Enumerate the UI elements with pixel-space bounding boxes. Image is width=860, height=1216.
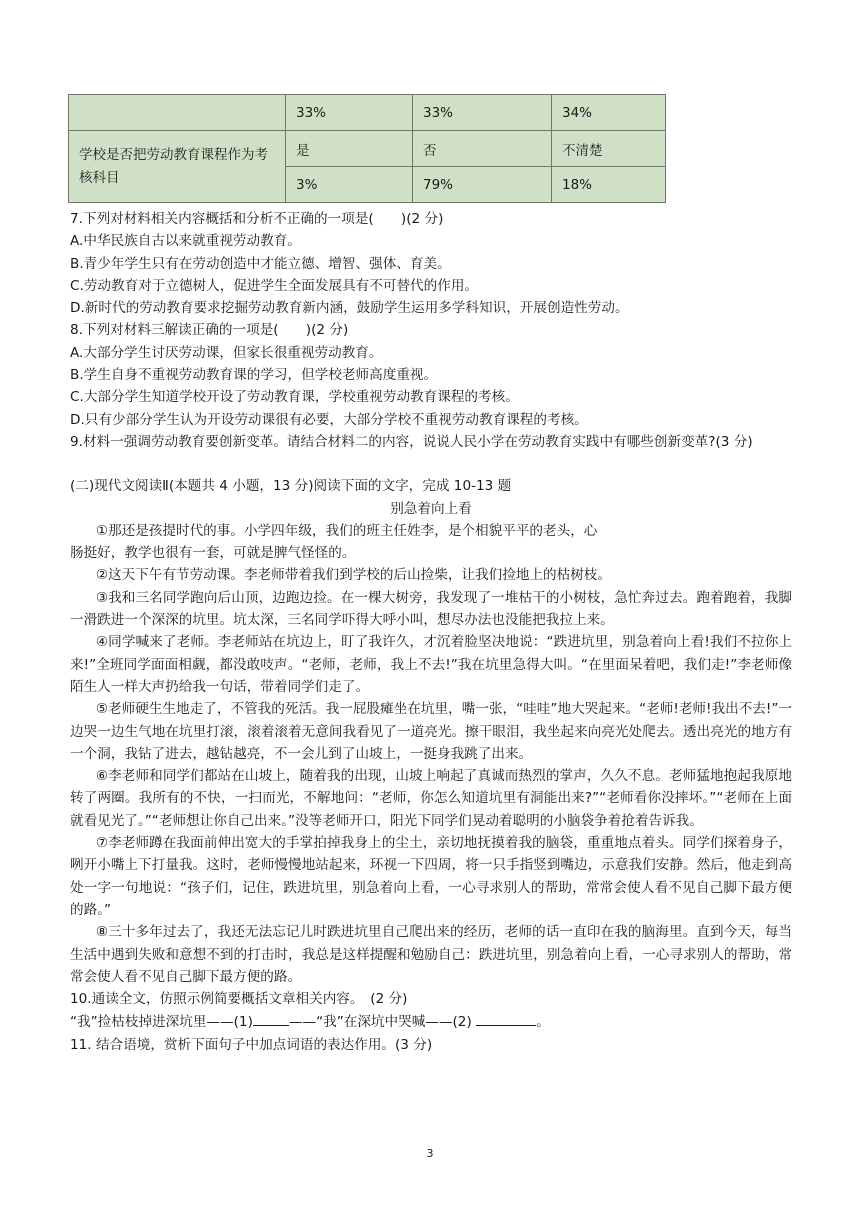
question-10: 10.通读全文，仿照示例简要概括文章相关内容。 (2 分) [70, 991, 408, 1008]
table-cell: 3% [286, 167, 413, 203]
answer-blank-1[interactable] [253, 1010, 289, 1026]
question-8-option-c: C.大部分学生知道学校开设了劳动教育课，学校重视劳动教育课程的考核。 [70, 389, 519, 406]
answer-prompt-a: “我”捡枯枝掉进深坑里——(1) [70, 1014, 253, 1031]
article-title: 别急着向上看 [390, 500, 472, 517]
table-cell [69, 95, 286, 131]
answer-prompt-c: 。 [536, 1014, 550, 1031]
question-7-option-b: B.青少年学生只有在劳动创造中才能立德、增智、强体、育美。 [70, 255, 451, 272]
question-8-stem: 8.下列对材料三解读正确的一项是( )(2 分) [70, 322, 349, 339]
table-question-cell: 学校是否把劳动教育课程作为考核科目 [69, 131, 286, 203]
table-cell: 是 [286, 131, 413, 167]
paragraph-4: ④同学喊来了老师。李老师站在坑边上，盯了我许久，才沉着脸坚决地说：“跌进坑里，别急着向上看!我们不拉你上来!”全班同学面面相觑，都没敢吱声。“老师，老师，我上不去!”我在坑里急得大叫。“在里面呆着吧，我们走!”李老师像陌生人一样大声扔给我一句话，带着同学们走了。 [70, 634, 792, 695]
page-number: 3 [426, 1147, 434, 1160]
question-7-stem: 7.下列对材料相关内容概括和分析不正确的一项是( )(2 分) [70, 211, 444, 227]
answer-prompt-b: ——“我”在深坑中哭喊——(2) [288, 1014, 477, 1031]
table-cell: 18% [552, 167, 666, 203]
question-8-option-a: A.大部分学生讨厌劳动课，但家长很重视劳动教育。 [70, 344, 383, 361]
document-body [70, 208, 792, 1056]
question-8-option-d: D.只有少部分学生认为开设劳动课很有必要，大部分学校不重视劳动教育课程的考核。 [70, 411, 588, 428]
question-8-option-b: B.学生自身不重视劳动教育课的学习，但学校老师高度重视。 [70, 367, 438, 384]
spacer [70, 453, 792, 475]
paragraph-1-line-2: 肠挺好，教学也很有一套，可就是脾气怪怪的。 [70, 545, 356, 562]
question-7-option-d: D.新时代的劳动教育要求挖掘劳动教育新内涵，鼓励学生运用多学科知识，开展创造性劳动。 [70, 300, 629, 317]
paragraph-7: ⑦李老师蹲在我面前伸出宽大的手掌拍掉我身上的尘土，亲切地抚摸着我的脑袋，重重地点着头。同学们探着身子，咧开小嘴上下打量我。这时，老师慢慢地站起来，环视一下四周，将一只手指竖到嘴边，示意我们安静。然后，他走到高处一字一句地说：“孩子们，记住，跌进坑里，别急着向上看，一心寻求别人的帮助，常常会使人看不见自己脚下最方便的路。” [70, 835, 792, 918]
paragraph-2: ②这天下午有节劳动课。李老师带着我们到学校的后山捡柴，让我们捡地上的枯树枝。 [95, 567, 611, 584]
table-cell: 否 [413, 131, 552, 167]
survey-table [68, 94, 666, 203]
table-row [69, 131, 666, 167]
question-7-option-c: C.劳动教育对于立德树人，促进学生全面发展具有不可替代的作用。 [70, 277, 479, 294]
paragraph-8: ⑧三十多年过去了，我还无法忘记儿时跌进坑里自己爬出来的经历，老师的话一直印在我的脑海里。直到今天，每当生活中遇到失败和意想不到的打击时，我总是这样提醒和勉励自己：跌进坑里，别急着向上看，一心寻求别人的帮助，常常会使人看不见自己脚下最方便的路。 [70, 924, 792, 985]
answer-blank-2[interactable] [476, 1010, 536, 1026]
table-cell: 不清楚 [552, 131, 666, 167]
paragraph-3: ③我和三名同学跑向后山顶，边跑边捡。在一棵大树旁，我发现了一堆枯干的小树枝，急忙奔过去。跑着跑着，我脚一滑跌进一个深深的坑里。坑太深，三名同学吓得大呼小叫，想尽办法也没能把我拉上来。 [70, 589, 792, 629]
table-cell: 33% [286, 95, 413, 131]
table-cell: 33% [413, 95, 552, 131]
question-10-answer-line [70, 1010, 792, 1033]
table-cell: 34% [552, 95, 666, 131]
question-9: 9.材料一强调劳动教育要创新变革。请结合材料二的内容，说说人民小学在劳动教育实践中有哪些创新变革?(3 分) [70, 433, 753, 450]
table-cell: 79% [413, 167, 552, 203]
paragraph-1-line-1: ①那还是孩提时代的事。小学四年级，我们的班主任姓李，是个相貌平平的老头，心 [95, 522, 598, 539]
paragraph-6: ⑥李老师和同学们都站在山坡上，随着我的出现，山坡上响起了真诚而热烈的掌声，久久不息。老师猛地抱起我原地转了两圈。我所有的不快，一扫而光，不解地问：“老师，你怎么知道坑里有洞能出来?”“老师看你没摔坏。”“老师在上面就看见光了。”“老师想让你自己出来。”没等老师开口，阳光下同学们晃动着聪明的小脑袋争着抢着告诉我。 [70, 768, 792, 829]
question-7-option-a: A.中华民族自古以来就重视劳动教育。 [70, 233, 301, 250]
question-11: 11. 结合语境，赏析下面句子中加点词语的表达作用。(3 分) [70, 1036, 433, 1053]
paragraph-5: ⑤老师硬生生地走了，不管我的死活。我一屁股瘫坐在坑里，嘴一张，“哇哇”地大哭起来。“老师!老师!我出不去!”一边哭一边生气地在坑里打滚，滚着滚着无意间我看见了一道亮光。擦干眼泪，我坐起来向亮光处爬去。透出亮光的地方有一个洞，我钻了进去，越钻越亮，不一会儿到了山坡上，一挺身我跳了出来。 [70, 701, 792, 762]
section-heading: (二)现代文阅读Ⅱ(本题共 4 小题，13 分)阅读下面的文字，完成 10-13 题 [70, 478, 512, 495]
table-row [69, 95, 666, 131]
